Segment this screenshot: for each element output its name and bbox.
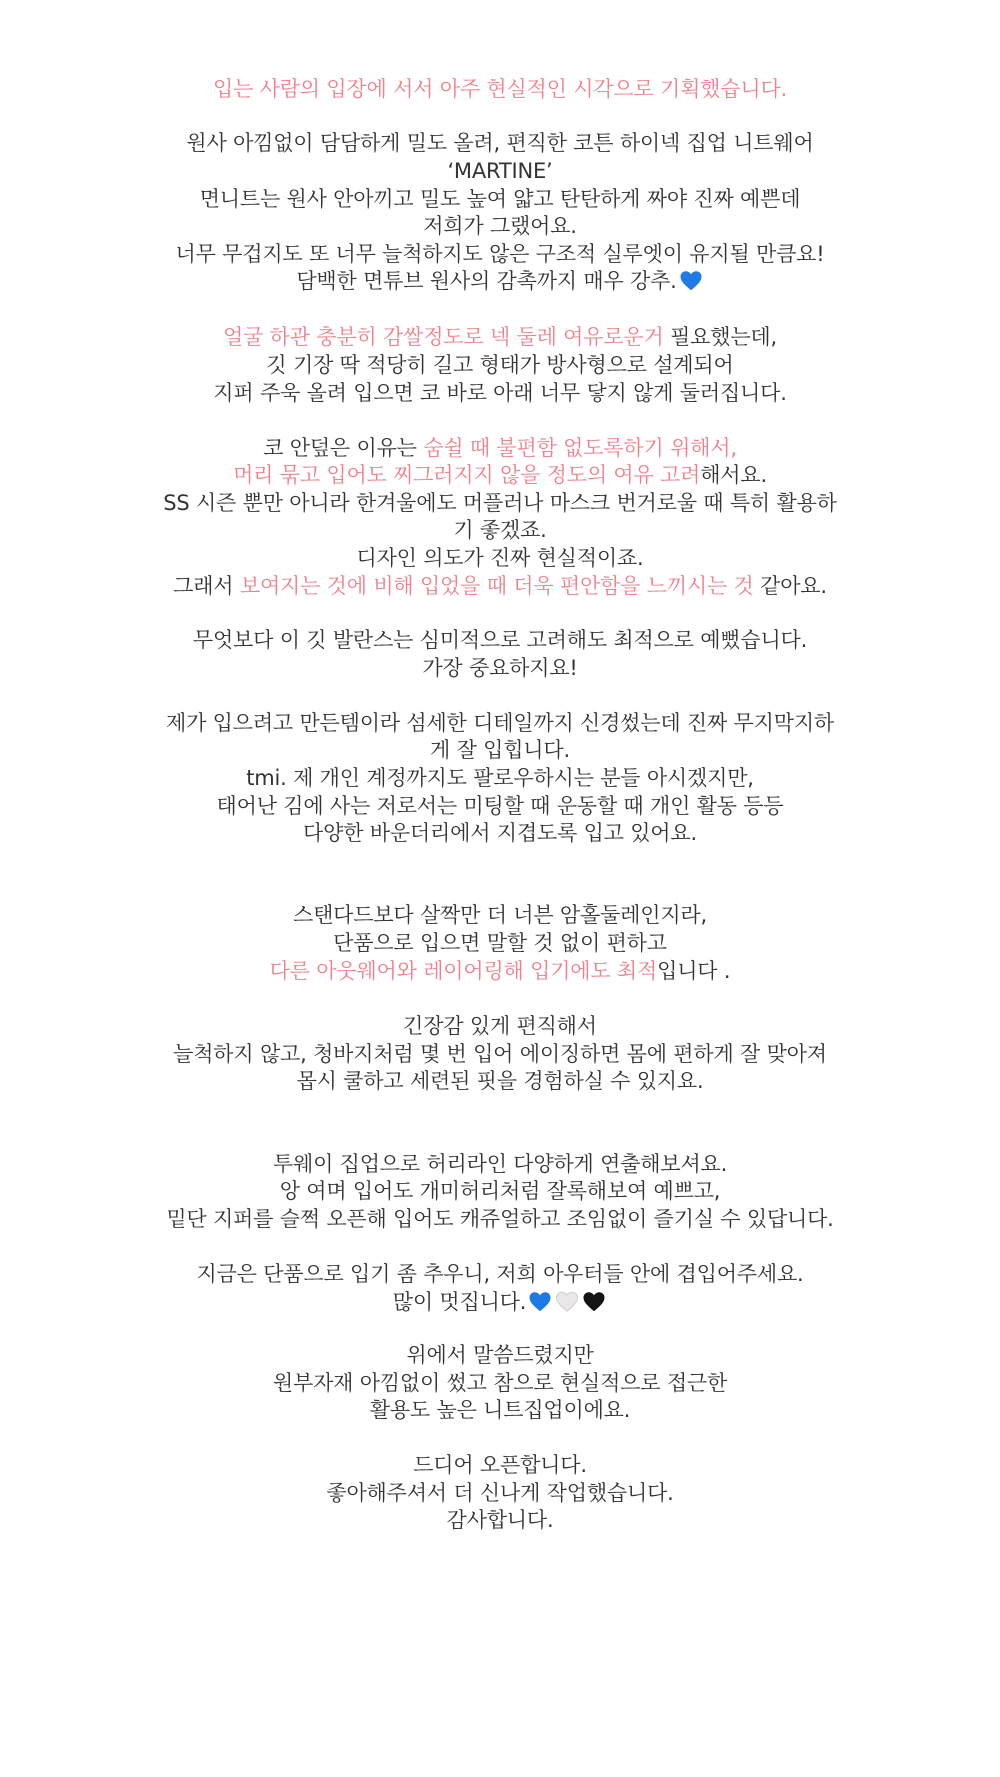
text-line [0,571,1000,601]
text-line [0,653,1000,683]
text-line [0,460,1000,490]
body-text: 몹시 쿨하고 세련된 핏을 경험하실 수 있지요. [296,1069,704,1093]
text-line [0,322,1000,352]
body-text: 입니다 . [657,959,731,983]
body-text: 기 좋겠죠. [453,518,547,542]
body-text: 지퍼 주욱 올려 입으면 코 바로 아래 너무 닿지 않게 둘러집니다. [213,381,787,405]
text-line [0,128,1000,158]
body-text: 앙 여며 입어도 개미허리처럼 잘록해보여 예쁘고, [279,1179,721,1203]
body-text: 원사 아낌없이 담담하게 밀도 올려, 편직한 코튼 하이넥 집업 니트웨어 [186,131,814,155]
body-text: 투웨이 집업으로 허리라인 다양하게 연출해보셔요. [272,1152,728,1176]
text-line [0,211,1000,241]
text-line [0,1478,1000,1508]
body-text: 너무 무겁지도 또 너무 늘척하지도 않은 구조적 실루엣이 유지될 만큼요! [175,242,825,266]
body-text: 게 잘 입힙니다. [430,738,570,762]
body-text: 감사합니다. [446,1508,554,1532]
text-line [0,378,1000,408]
body-text: 제가 입으려고 만든템이라 섬세한 디테일까지 신경썼는데 진짜 무지막지하 [166,711,834,735]
text-line [0,1287,1000,1317]
body-text: 필요했는데, [663,325,777,349]
text-line [0,763,1000,793]
highlighted-text: 얼굴 하관 충분히 감쌀정도로 넥 둘레 여유로운거 [223,325,664,349]
body-text: 같아요. [753,574,827,598]
text-line [0,1505,1000,1535]
text-line [0,266,1000,296]
text-line [0,1368,1000,1398]
body-text: 무엇보다 이 깃 발란스는 심미적으로 고려해도 최적으로 예뻤습니다. [192,628,808,652]
body-text: 해서요. [700,463,767,487]
body-text: 위에서 말씀드렸지만 [406,1343,594,1367]
body-text: 단품으로 입으면 말할 것 없이 편하고 [333,931,667,955]
text-line [0,956,1000,986]
body-text: 태어난 김에 사는 저로서는 미팅할 때 운동할 때 개인 활동 등등 [216,794,784,818]
text-line [0,1340,1000,1370]
text-line [0,156,1000,186]
text-line [0,184,1000,214]
body-text: 많이 멋집니다. [392,1290,527,1314]
text-line [0,1259,1000,1289]
body-text: 디자인 의도가 진짜 현실적이죠. [356,546,644,570]
body-text: 저희가 그랬어요. [423,214,577,238]
text-line [0,488,1000,518]
white-heart-icon [554,1290,580,1314]
text-line [0,735,1000,765]
text-line [0,625,1000,655]
text-line [0,1039,1000,1069]
text-line [0,74,1000,104]
text-line [0,708,1000,738]
text-line [0,928,1000,958]
text-line [0,1204,1000,1234]
body-text: 늘척하지 않고, 청바지처럼 몇 번 입어 에이징하면 몸에 편하게 잘 맞아져 [173,1042,827,1066]
text-line [0,1011,1000,1041]
highlighted-text: 보여지는 것에 비해 입었을 때 더욱 편안함을 느끼시는 것 [239,574,754,598]
blue-heart-icon [678,269,704,293]
body-text: 다양한 바운더리에서 지겹도록 입고 있어요. [303,821,697,845]
text-line [0,350,1000,380]
black-heart-icon [581,1290,607,1314]
text-line [0,239,1000,269]
text-line [0,1176,1000,1206]
body-text: 가장 중요하지요! [422,656,578,680]
text-line [0,515,1000,545]
body-text: 담백한 면튜브 원사의 감촉까지 매우 강추. [296,269,677,293]
body-text: 밑단 지퍼를 슬쩍 오픈해 입어도 캐쥬얼하고 조임없이 즐기실 수 있답니다. [166,1207,834,1231]
body-text: 코 안덮은 이유는 [263,436,424,460]
highlighted-text: 머리 묶고 입어도 찌그러지지 않을 정도의 여유 고려 [233,463,701,487]
body-text: 원부자재 아낌없이 썼고 참으로 현실적으로 접근한 [272,1371,728,1395]
text-line [0,433,1000,463]
text-line [0,791,1000,821]
body-text: 좋아해주셔서 더 신나게 작업했습니다. [326,1481,674,1505]
highlighted-text: 숨쉴 때 불편함 없도록하기 위해서, [423,436,737,460]
body-text: ‘MARTINE’ [447,159,553,183]
text-line [0,1395,1000,1425]
body-text: 면니트는 원사 안아끼고 밀도 높여 얇고 탄탄하게 짜야 진짜 예쁜데 [199,187,801,211]
blue-heart-icon [527,1290,553,1314]
text-line [0,1450,1000,1480]
body-text: 드디어 오픈합니다. [413,1453,587,1477]
body-text: 깃 기장 딱 적당히 길고 형태가 방사형으로 설계되어 [266,353,734,377]
body-text: SS 시즌 뿐만 아니라 한겨울에도 머플러나 마스크 번거로울 때 특히 활용하 [163,491,837,515]
text-line [0,1066,1000,1096]
text-line [0,818,1000,848]
text-line [0,900,1000,930]
body-text: tmi. 제 개인 계정까지도 팔로우하시는 분들 아시겠지만, [246,766,754,790]
body-text: 활용도 높은 니트집업이에요. [369,1398,631,1422]
highlighted-text: 입는 사람의 입장에 서서 아주 현실적인 시각으로 기획했습니다. [212,77,788,101]
body-text: 그래서 [173,574,240,598]
body-text: 지금은 단품으로 입기 좀 추우니, 저희 아우터들 안에 겹입어주세요. [196,1262,804,1286]
body-text: 스탠다드보다 살짝만 더 너븐 암홀둘레인지라, [292,903,707,927]
highlighted-text: 다른 아웃웨어와 레이어링해 입기에도 최적 [269,959,658,983]
body-text: 긴장감 있게 편직해서 [403,1014,597,1038]
text-line [0,1149,1000,1179]
text-line [0,543,1000,573]
